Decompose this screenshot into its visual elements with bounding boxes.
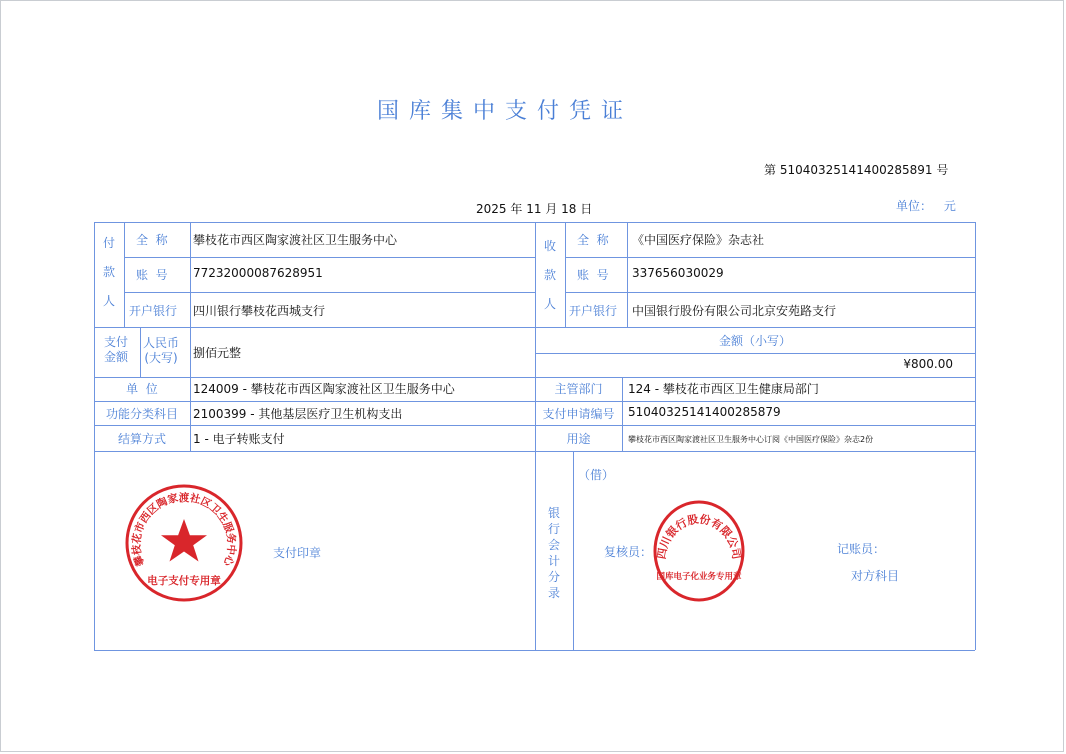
payee-account: 337656030029: [632, 266, 724, 280]
voucher-number-prefix: 第: [764, 163, 777, 177]
unit-row-label: 单 位: [126, 382, 158, 396]
bank-entries-char-1: 银: [547, 506, 560, 520]
payer-account-label: 账 号: [136, 268, 168, 282]
bank-entries-char-5: 分: [547, 570, 560, 584]
apply-no-label: 支付申请编号: [542, 407, 615, 421]
currency-label-line2: (大写): [144, 351, 178, 365]
counter-subject-label: 对方科目: [851, 569, 900, 583]
payee-side-char-1: 收: [543, 239, 556, 253]
amount-in-words: 捌佰元整: [193, 346, 242, 360]
amount-small-label: 金额（小写）: [718, 334, 791, 348]
debit-label: （借）: [578, 468, 615, 482]
currency-label-line1: 人民币: [143, 336, 180, 350]
settlement-label: 结算方式: [117, 432, 166, 446]
pay-amount-label-line2: 金额: [104, 350, 129, 364]
bank-entries-char-2: 行: [547, 522, 560, 536]
payer-name-label: 全 称: [136, 233, 168, 247]
payee-bank: 中国银行股份有限公司北京安苑路支行: [632, 304, 837, 318]
date-month: 11: [526, 202, 542, 216]
bank-stamp-bottom-text: 国库电子化业务专用章: [656, 572, 742, 582]
payer-name: 攀枝花市西区陶家渡社区卫生服务中心: [193, 233, 398, 247]
bookkeeper-label: 记账员：: [837, 542, 886, 556]
amount-in-figures: ¥800.00: [903, 357, 953, 371]
bank-entries-char-3: 会: [547, 538, 560, 552]
payee-name-label: 全 称: [577, 233, 609, 247]
stamp-star-icon: [161, 519, 207, 562]
payee-side-label: [537, 232, 563, 319]
date-year-unit: 年: [510, 202, 523, 216]
bank-entries-char-6: 录: [547, 586, 560, 600]
purpose-value: 攀枝花市西区陶家渡社区卫生服务中心订阅《中国医疗保险》杂志2份: [628, 435, 874, 444]
voucher-number: [764, 161, 948, 178]
voucher-number-value: 51040325141400285891: [779, 163, 933, 177]
payee-side-char-3: 人: [543, 297, 556, 311]
pay-seal-label: 支付印章: [273, 546, 322, 560]
unit-value: 元: [943, 199, 956, 213]
bank-business-stamp: [653, 500, 745, 602]
payer-bank-label: 开户银行: [129, 304, 178, 318]
voucher-date: [476, 200, 592, 217]
bank-entries-label: [544, 505, 564, 601]
date-year: 2025: [476, 202, 507, 216]
apply-no-value: 51040325141400285879: [628, 405, 781, 419]
voucher-number-suffix: 号: [936, 163, 949, 177]
payee-account-label: 账 号: [577, 268, 609, 282]
date-month-unit: 月: [545, 202, 558, 216]
bank-entries-char-4: 计: [547, 554, 560, 568]
unit-row-value: 124009 - 攀枝花市西区陶家渡社区卫生服务中心: [193, 382, 455, 396]
payer-side-char-3: 人: [102, 294, 115, 308]
dept-row-label: 主管部门: [554, 382, 603, 396]
payer-account: 77232000087628951: [193, 266, 323, 280]
reviewer-label: 复核员：: [604, 545, 653, 559]
function-row-value: 2100399 - 其他基层医疗卫生机构支出: [193, 407, 403, 421]
payer-payment-stamp: [124, 483, 244, 603]
payee-side-char-2: 款: [543, 268, 556, 282]
payer-side-char-2: 款: [102, 265, 115, 279]
unit-label: 单位：: [896, 199, 933, 213]
payee-name: 《中国医疗保险》杂志社: [632, 233, 765, 247]
pay-amount-label-line1: 支付: [104, 335, 129, 349]
currency-label: [143, 336, 179, 366]
currency-unit: [896, 197, 956, 214]
date-day: 18: [561, 202, 577, 216]
function-row-label: 功能分类科目: [105, 407, 178, 421]
payee-bank-label: 开户银行: [569, 304, 618, 318]
payer-side-label: [96, 229, 122, 316]
settlement-value: 1 - 电子转账支付: [193, 432, 285, 446]
dept-row-value: 124 - 攀枝花市西区卫生健康局部门: [628, 382, 819, 396]
voucher-title: 国库集中支付凭证: [376, 99, 633, 124]
payer-side-char-1: 付: [102, 236, 115, 250]
payer-bank: 四川银行攀枝花西城支行: [193, 304, 326, 318]
pay-amount-label: [104, 335, 128, 365]
payer-stamp-ring-text: 攀枝花市西区陶家渡社区卫生服务中心: [130, 491, 238, 568]
date-day-unit: 日: [580, 202, 593, 216]
purpose-label: 用途: [566, 432, 591, 446]
bank-stamp-top-text: 四川银行股份有限公司: [654, 512, 744, 561]
payer-stamp-bottom-text: 电子支付专用章: [147, 575, 221, 587]
